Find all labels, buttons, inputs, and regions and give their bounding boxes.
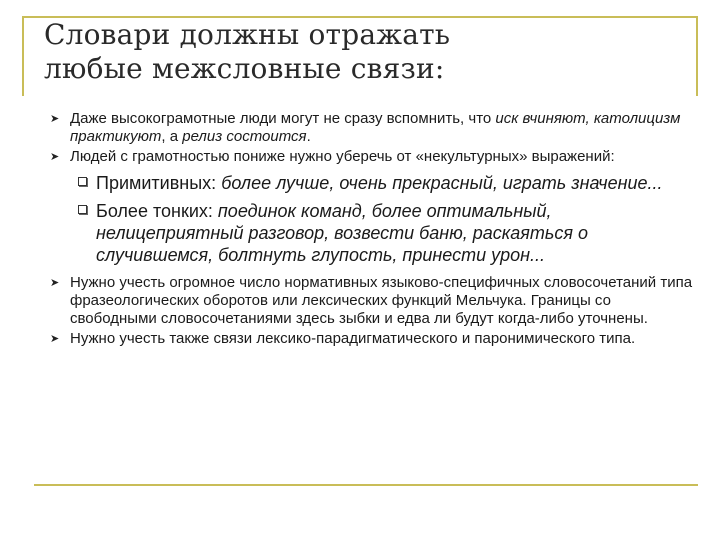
sub-bullet-item [50,200,700,266]
sub-bullet-label: Примитивных [96,173,212,193]
arrowhead-bullet-icon: ➤ [50,113,60,125]
slide-content [50,110,700,350]
sub-bullet-separator: : [207,201,218,221]
arrowhead-bullet-icon: ➤ [50,151,60,163]
bullet-item [50,110,700,146]
bullet-italic: иск вчиняют, католицизм практикуют [70,110,681,145]
bullet-text: Людей с грамотностью пониже нужно уберечь от «некультурных» выражений: [70,148,615,165]
square-bullet-icon [78,205,87,214]
bullet-text: Нужно учесть также связи лексико-парадигматического и паронимического типа. [70,330,636,347]
frame-left-line [22,16,24,96]
bullet-italic: релиз состоится [182,128,307,145]
sub-bullet-separator: : [211,173,222,193]
bullet-text: . [306,128,311,145]
sub-bullet-item [50,172,700,194]
slide-title-line-1: Словари должны отражать [44,18,451,51]
square-bullet-icon [78,177,87,186]
slide-title [44,18,450,86]
bullet-item [50,330,700,348]
sub-bullet-italic: поединок команд, более оптимальный, нелицеприятный разговор, возвести баню, раскаяться о случившемся, болтнуть глупость, принести урон... [96,201,588,265]
frame-bottom-line [34,484,698,486]
frame-right-line [696,16,698,96]
arrowhead-bullet-icon: ➤ [50,277,60,289]
sub-bullet-italic: более лучше, очень прекрасный, играть значение... [221,173,663,193]
slide-title-line-2: любые межсловные связи: [44,52,445,85]
bullet-text: Даже высокограмотные люди могут не сразу вспомнить, что [70,110,496,127]
bullet-item [50,274,700,328]
arrowhead-bullet-icon: ➤ [50,333,60,345]
bullet-item [50,148,700,166]
bullet-text: Нужно учесть огромное число нормативных языково-специфичных словосочетаний типа фразеологических оборотов или лексических функций Мельчука. Границы со свободными словосочетаниями здесь зыбки и едва ли будут когда-либо уточнены. [70,274,693,327]
bullet-text: , а [161,128,183,145]
sub-bullet-label: Более тонких [96,201,208,221]
